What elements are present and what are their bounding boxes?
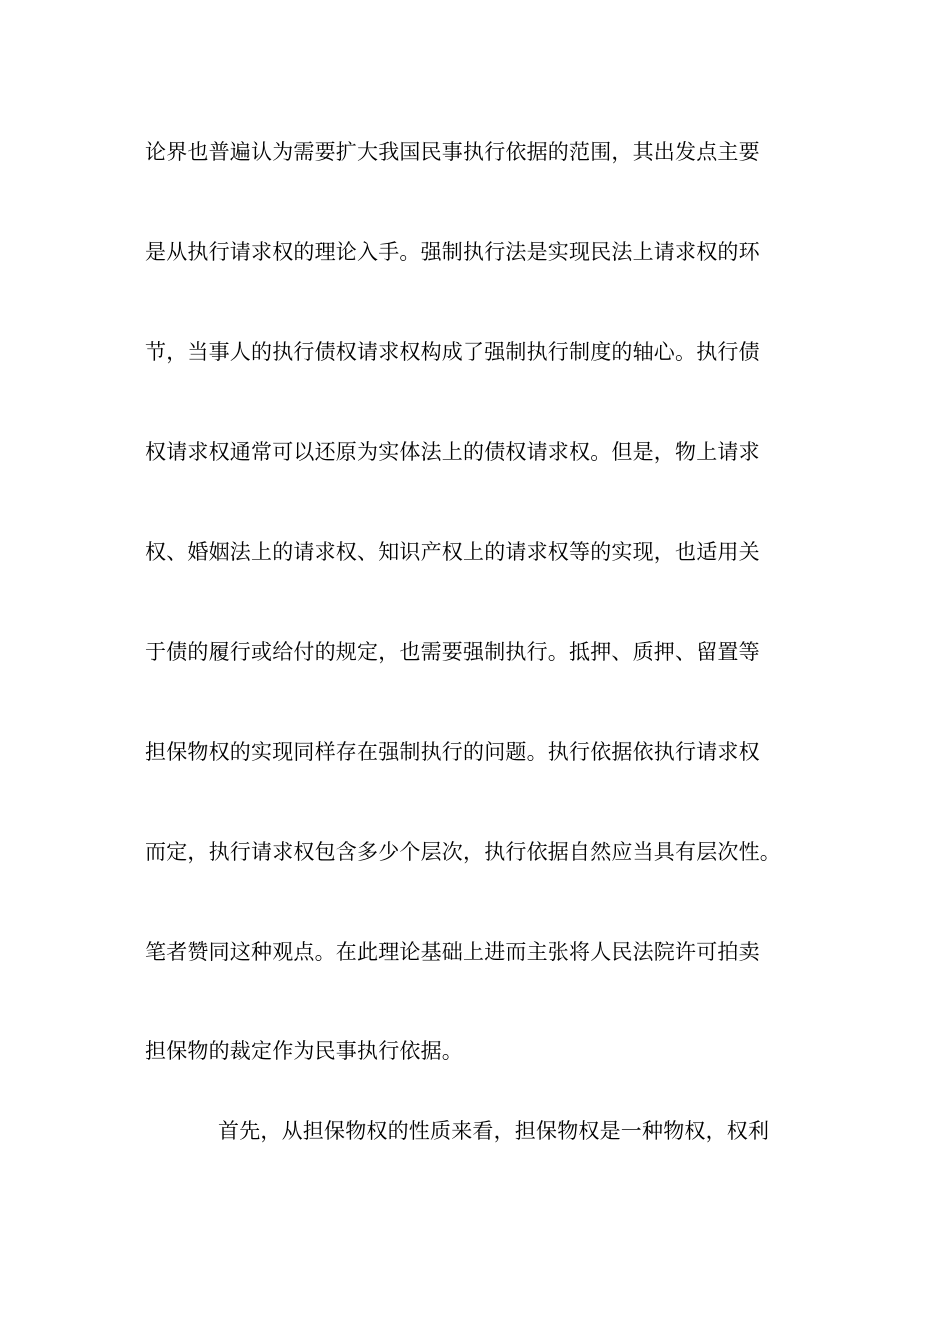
paragraph-line: 权请求权通常可以还原为实体法上的债权请求权。但是，物上请求 (145, 440, 760, 464)
paragraph-line: 担保物权的实现同样存在强制执行的问题。执行依据依执行请求权 (145, 740, 760, 764)
paragraph-line: 于债的履行或给付的规定，也需要强制执行。抵押、质押、留置等 (145, 640, 760, 664)
paragraph-line: 权、婚姻法上的请求权、知识产权上的请求权等的实现，也适用关 (145, 540, 760, 564)
paragraph-line: 而定，执行请求权包含多少个层次，执行依据自然应当具有层次性。 (145, 840, 781, 864)
paragraph-line: 担保物的裁定作为民事执行依据。 (145, 1039, 463, 1063)
paragraph-line: 是从执行请求权的理论入手。强制执行法是实现民法上请求权的环 (145, 240, 760, 264)
paragraph-line: 笔者赞同这种观点。在此理论基础上进而主张将人民法院许可拍卖 (145, 940, 760, 964)
paragraph-line: 论界也普遍认为需要扩大我国民事执行依据的范围，其出发点主要 (145, 140, 760, 164)
paragraph-first-line: 首先，从担保物权的性质来看，担保物权是一种物权，权利 (218, 1119, 770, 1143)
paragraph-line: 节，当事人的执行债权请求权构成了强制执行制度的轴心。执行债 (145, 340, 760, 364)
